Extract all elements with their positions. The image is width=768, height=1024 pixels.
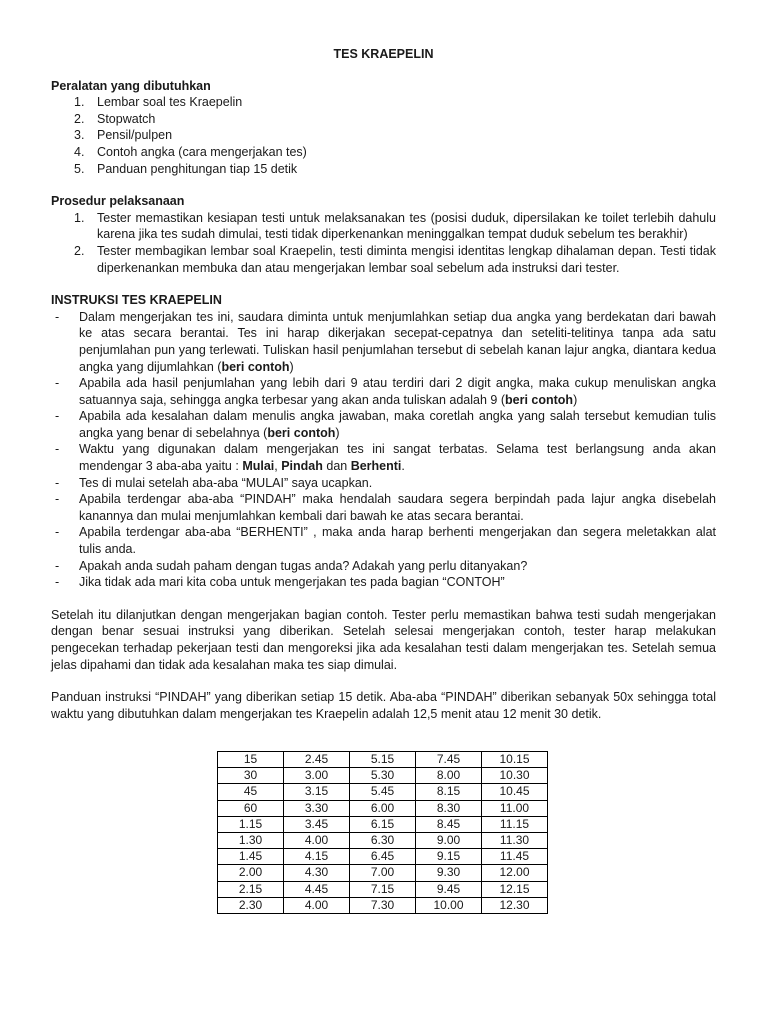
list-item: 2. Tester membagikan lembar soal Kraepelin, testi diminta mengisi identitas lengkap dihalaman depan. Testi tidak diperkenankan membuka dan atau mengerjakan lembar soal sebelum ada instruksi dari tester. — [74, 243, 716, 275]
table-cell: 3.15 — [284, 784, 350, 800]
list-item: - Jika tidak ada mari kita coba untuk mengerjakan tes pada bagian “CONTOH” — [55, 575, 505, 590]
table-cell: 12.00 — [482, 865, 548, 881]
table-cell: 3.45 — [284, 816, 350, 832]
table-cell: 1.30 — [218, 832, 284, 848]
list-item: 5. Panduan penghitungan tiap 15 detik — [74, 161, 298, 176]
table-cell: 15 — [218, 752, 284, 768]
table-cell: 10.15 — [482, 752, 548, 768]
list-item: - Dalam mengerjakan tes ini, saudara diminta untuk menjumlahkan setiap dua angka yang berdekatan dari bawah ke atas secara berantai. Tes ini harap dikerjakan secepat-cepatnya dan seteliti-telitinya tanpa ada satu penjumlahan pun yang terlewati. Tuliskan hasil penjumlahan tersebut di sebelah kanan lajur angka, diantara kedua angka yang dijumlahkan (beri contoh) — [55, 309, 716, 374]
table-row — [218, 800, 548, 816]
table-cell: 4.45 — [284, 881, 350, 897]
table-cell: 11.15 — [482, 816, 548, 832]
table-cell: 8.00 — [416, 768, 482, 784]
table-cell: 30 — [218, 768, 284, 784]
timing-paragraph: Panduan instruksi “PINDAH” yang diberikan setiap 15 detik. Aba-aba “PINDAH” diberikan sebanyak 50x sehingga total waktu yang dibutuhkan dalam mengerjakan tes Kraepelin adalah 12,5 menit atau 12 menit 30 detik. — [51, 690, 716, 721]
table-row — [218, 897, 548, 913]
table-cell: 7.00 — [350, 865, 416, 881]
table-cell: 12.30 — [482, 897, 548, 913]
table-cell: 10.30 — [482, 768, 548, 784]
document-page — [51, 46, 716, 722]
table-cell: 60 — [218, 800, 284, 816]
table-cell: 8.45 — [416, 816, 482, 832]
timing-table — [217, 751, 548, 914]
table-row — [218, 816, 548, 832]
table-cell: 6.00 — [350, 800, 416, 816]
table-cell: 1.45 — [218, 849, 284, 865]
list-item: - Tes di mulai setelah aba-aba “MULAI” saya ucapkan. — [55, 475, 373, 490]
table-row — [218, 768, 548, 784]
table-cell: 6.15 — [350, 816, 416, 832]
table-cell: 2.45 — [284, 752, 350, 768]
table-cell: 9.00 — [416, 832, 482, 848]
table-cell: 2.00 — [218, 865, 284, 881]
table-cell: 10.00 — [416, 897, 482, 913]
list-item: 4. Contoh angka (cara mengerjakan tes) — [74, 144, 307, 159]
procedure-heading: Prosedur pelaksanaan — [51, 194, 185, 209]
table-cell: 5.45 — [350, 784, 416, 800]
table-cell: 7.30 — [350, 897, 416, 913]
list-item: 2. Stopwatch — [74, 111, 156, 126]
equipment-heading: Peralatan yang dibutuhkan — [51, 78, 211, 93]
table-row — [218, 752, 548, 768]
table-cell: 4.15 — [284, 849, 350, 865]
table-cell: 9.30 — [416, 865, 482, 881]
table-row — [218, 865, 548, 881]
table-cell: 8.15 — [416, 784, 482, 800]
table-cell: 9.45 — [416, 881, 482, 897]
instructions-heading: INSTRUKSI TES KRAEPELIN — [51, 293, 222, 308]
list-item: 1. Tester memastikan kesiapan testi untuk melaksanakan tes (posisi duduk, dipersilakan ke toilet terlebih dahulu karena jika tes sudah dimulai, testi tidak diperkenankan meninggalkan tempat duduk sebelum tes berakhir) — [74, 210, 716, 242]
table-cell: 5.15 — [350, 752, 416, 768]
contoh-paragraph: Setelah itu dilanjutkan dengan mengerjakan bagian contoh. Tester perlu memastikan bahwa testi sudah mengerjakan dengan benar sesuai instruksi yang diberikan. Setelah selesai mengerjakan contoh, tester harap melakukan pengecekan terhadap pekerjaan testi dan mengoreksi jika ada kesalahan testi dalam mengerjakan tes. Setelah semua jelas dipahami dan tidak ada kesalahan maka tes siap dimulai. — [51, 607, 716, 672]
table-cell: 11.30 — [482, 832, 548, 848]
table-row — [218, 832, 548, 848]
table-cell: 11.00 — [482, 800, 548, 816]
table-cell: 4.30 — [284, 865, 350, 881]
table-cell: 1.15 — [218, 816, 284, 832]
instructions-list — [51, 309, 716, 591]
table-cell: 2.30 — [218, 897, 284, 913]
table-row — [218, 784, 548, 800]
table-cell: 9.15 — [416, 849, 482, 865]
table-cell: 2.15 — [218, 881, 284, 897]
document-title: TES KRAEPELIN — [333, 47, 434, 61]
list-item: - Waktu yang digunakan dalam mengerjakan tes ini sangat terbatas. Selama test berlangsung anda akan mendengar 3 aba-aba yaitu : Mulai, Pindah dan Berhenti. — [55, 442, 716, 474]
list-item: - Apabila terdengar aba-aba “BERHENTI” , maka anda harap berhenti mengerjakan dan segera meletakkan alat tulis anda. — [55, 525, 716, 557]
table-cell: 10.45 — [482, 784, 548, 800]
table-cell: 4.00 — [284, 832, 350, 848]
table-cell: 6.30 — [350, 832, 416, 848]
table-row — [218, 881, 548, 897]
list-item: - Apakah anda sudah paham dengan tugas anda? Adakah yang perlu ditanyakan? — [55, 558, 528, 573]
procedure-list — [51, 210, 716, 276]
table-cell: 4.00 — [284, 897, 350, 913]
table-cell: 12.15 — [482, 881, 548, 897]
list-item: 3. Pensil/pulpen — [74, 128, 173, 143]
table-cell: 7.45 — [416, 752, 482, 768]
table-cell: 7.15 — [350, 881, 416, 897]
list-item: - Apabila ada hasil penjumlahan yang lebih dari 9 atau terdiri dari 2 digit angka, maka cukup menuliskan angka satuannya saja, sehingga angka terbesar yang akan anda tuliskan adalah 9 (beri contoh) — [55, 376, 716, 407]
table-cell: 45 — [218, 784, 284, 800]
list-item: 1. Lembar soal tes Kraepelin — [74, 95, 243, 110]
table-cell: 3.00 — [284, 768, 350, 784]
table-cell: 5.30 — [350, 768, 416, 784]
list-item: - Apabila terdengar aba-aba “PINDAH” maka hendalah saudara segera berpindah pada lajur angka disebelah kanannya dan mulai menjumlahkan kembali dari bawah ke atas secara berantai. — [55, 492, 716, 523]
table-cell: 6.45 — [350, 849, 416, 865]
list-item: - Apabila ada kesalahan dalam menulis angka jawaban, maka coretlah angka yang salah tersebut kemudian tulis angka yang benar di sebelahnya (beri contoh) — [55, 409, 716, 440]
table-row — [218, 849, 548, 865]
table-cell: 8.30 — [416, 800, 482, 816]
table-cell: 3.30 — [284, 800, 350, 816]
equipment-list — [51, 94, 716, 177]
table-cell: 11.45 — [482, 849, 548, 865]
